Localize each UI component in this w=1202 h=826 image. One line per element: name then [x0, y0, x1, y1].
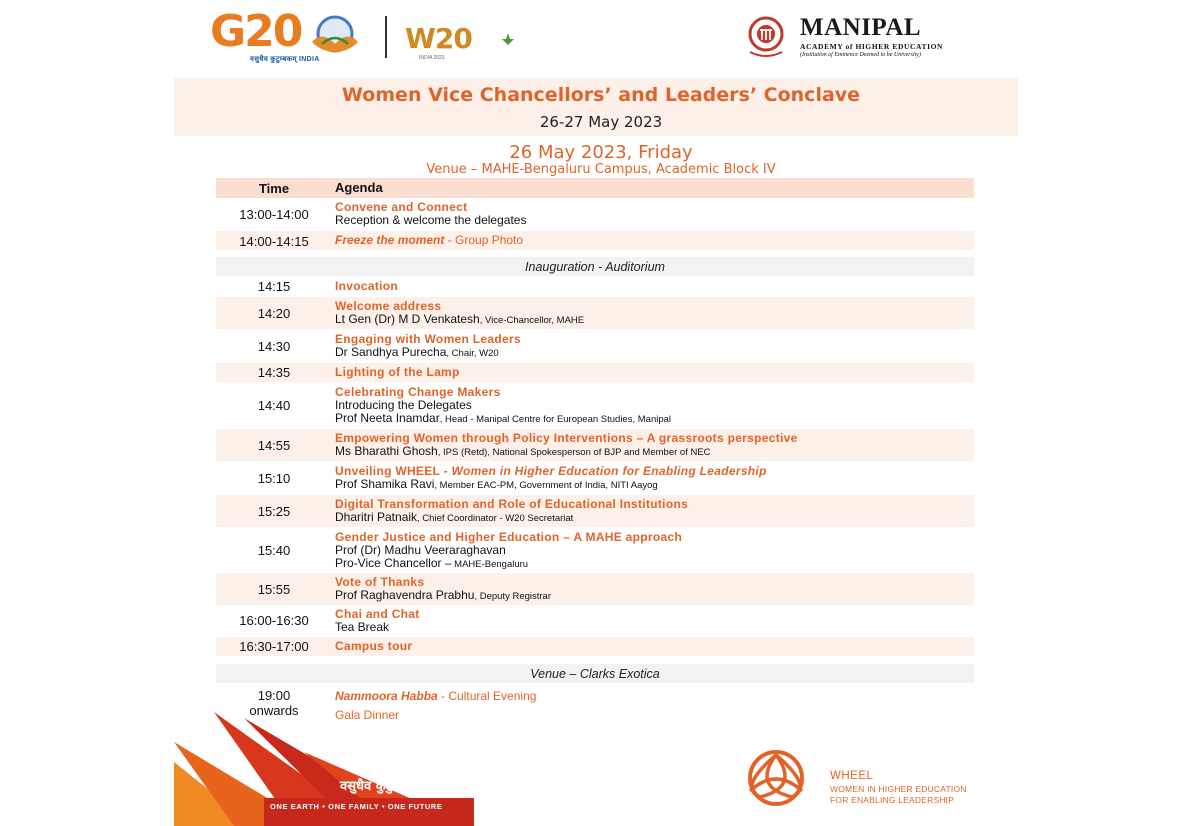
speaker-role: , Chair, W20 — [446, 348, 499, 359]
table-row — [216, 528, 974, 572]
g20-logo — [210, 6, 368, 66]
session-title: Lighting of the Lamp — [335, 365, 460, 379]
speaker-role: , Member EAC-PM, Government of India, NITI Aayog — [434, 480, 658, 491]
w20-tagline: INDIA 2023 — [419, 55, 445, 61]
session-title: Celebrating Change Makers — [335, 385, 501, 399]
session-title: Welcome address — [335, 299, 442, 313]
section-label: Venue – Clarks Exotica — [530, 667, 660, 681]
row-agenda — [335, 640, 970, 653]
speaker-name: Prof (Dr) Madhu Veeraraghavan — [335, 543, 506, 557]
speaker-name: Dharitri Patnaik — [335, 510, 418, 524]
row-agenda — [335, 498, 970, 525]
session-title: Nammoora Habba — [335, 689, 438, 703]
row-agenda — [335, 300, 970, 327]
g20-logo-text: G20 — [210, 6, 302, 57]
w20-leaf-icon — [501, 32, 515, 46]
session-title: Convene and Connect — [335, 200, 468, 214]
logo-divider — [385, 16, 387, 58]
session-detail: - Group Photo — [444, 233, 524, 247]
row-agenda — [335, 531, 970, 571]
wheel-subtitle-line2: FOR ENABLING LEADERSHIP — [830, 795, 955, 805]
row-agenda — [335, 576, 970, 603]
section-row — [216, 664, 974, 683]
w20-logo-text: W20 — [405, 22, 472, 55]
row-time: 15:40 — [257, 543, 291, 558]
table-row — [216, 277, 974, 296]
row-time: 14:30 — [257, 339, 291, 354]
row-agenda — [335, 432, 970, 459]
section-label: Inauguration - Auditorium — [525, 260, 665, 274]
session-title: Engaging with Women Leaders — [335, 332, 521, 346]
table-row — [216, 330, 974, 362]
row-time-suffix: onwards — [249, 703, 299, 718]
row-time-start: 19:00 — [257, 688, 291, 703]
table-row — [216, 363, 974, 382]
table-row — [216, 383, 974, 428]
manipal-logo — [738, 14, 988, 60]
speaker-name: Lt Gen (Dr) M D Venkatesh — [335, 312, 480, 326]
speaker-role: , Deputy Registrar — [474, 591, 551, 602]
row-time: 15:25 — [257, 504, 291, 519]
day-heading: 26 May 2023, Friday — [509, 142, 693, 163]
session-detail: - Cultural Evening — [437, 689, 537, 703]
agenda-column-header: Agenda — [335, 180, 383, 195]
table-row — [216, 495, 974, 527]
w20-logo — [405, 18, 525, 63]
session-title-italic: Women in Higher Education for Enabling Leadership — [451, 464, 767, 478]
session-detail: Gala Dinner — [335, 708, 400, 722]
row-time: 14:55 — [257, 438, 291, 453]
wheel-name: WHEEL — [830, 770, 874, 782]
row-agenda — [335, 366, 970, 379]
wheel-subtitle-line1: WOMEN IN HIGHER EDUCATION — [830, 784, 967, 794]
table-row — [216, 429, 974, 461]
table-row — [216, 573, 974, 605]
row-agenda — [335, 333, 970, 360]
table-row — [216, 297, 974, 329]
row-time: 14:00-14:15 — [239, 234, 309, 249]
manipal-subtitle: ACADEMY of HIGHER EDUCATION — [800, 42, 944, 51]
session-title: Invocation — [335, 279, 399, 293]
session-title: Gender Justice and Higher Education – A MAHE approach — [335, 530, 683, 544]
wheel-knot-icon — [730, 747, 822, 809]
session-title: Vote of Thanks — [335, 575, 425, 589]
row-time: 15:10 — [257, 471, 291, 486]
table-header-row — [216, 178, 974, 198]
venue-line: Venue – MAHE-Bengaluru Campus, Academic Block IV — [426, 162, 776, 177]
session-detail: Introducing the Delegates — [335, 398, 472, 412]
g20-lotus-globe-icon — [302, 14, 368, 58]
speaker-name: Prof Raghavendra Prabhu — [335, 588, 475, 602]
conference-dates: 26-27 May 2023 — [539, 113, 663, 131]
speaker-name: Prof Neeta Inamdar — [335, 411, 440, 425]
row-agenda — [335, 201, 970, 227]
footer-motto: वसुधैव कुटुम्बकम् — [340, 779, 422, 794]
row-time: 13:00-14:00 — [239, 207, 309, 222]
speaker-role: , Chief Coordinator - W20 Secretariat — [417, 513, 574, 524]
speaker-role: , Vice-Chancellor, MAHE — [479, 315, 585, 326]
conference-title: Women Vice Chancellors’ and Leaders’ Conclave — [341, 84, 861, 106]
row-time: 16:00-16:30 — [239, 613, 309, 628]
speaker-role: , Head - Manipal Centre for European Studies, Manipal — [439, 414, 672, 425]
speaker-role: MAHE-Bengaluru — [451, 559, 529, 570]
session-title: Empowering Women through Policy Interventions – A grassroots perspective — [335, 431, 798, 445]
table-row — [216, 199, 974, 230]
speaker-name: Prof Shamika Ravi — [335, 477, 435, 491]
section-row — [216, 257, 974, 276]
row-time: 14:35 — [257, 365, 291, 380]
speaker-title: Pro-Vice Chancellor – — [335, 556, 452, 570]
row-time: 15:55 — [257, 582, 291, 597]
session-title: Campus tour — [335, 639, 413, 653]
time-column-header: Time — [258, 181, 290, 196]
table-row — [216, 231, 974, 250]
row-agenda — [335, 386, 970, 426]
session-title: Unveiling WHEEL - — [335, 464, 452, 478]
manipal-status: (Institution of Eminence Deemed to be University) — [800, 52, 921, 58]
session-title: Chai and Chat — [335, 607, 420, 621]
g20-tagline: वसुधैव कुटुम्बकम् INDIA — [250, 56, 320, 63]
footer-tagline: ONE EARTH • ONE FAMILY • ONE FUTURE — [270, 802, 443, 811]
session-title: Digital Transformation and Role of Educational Institutions — [335, 497, 689, 511]
table-row — [216, 606, 974, 636]
session-detail: Tea Break — [335, 620, 390, 634]
table-row — [216, 637, 974, 656]
row-agenda — [335, 608, 970, 634]
session-detail: Reception & welcome the delegates — [335, 213, 527, 227]
table-row — [216, 462, 974, 494]
row-time: 14:40 — [257, 398, 291, 413]
speaker-name: Dr Sandhya Purecha — [335, 345, 447, 359]
manipal-emblem-icon — [738, 14, 794, 60]
row-time: 14:15 — [257, 279, 291, 294]
row-agenda — [335, 234, 970, 247]
session-title: Freeze the moment — [335, 233, 445, 247]
row-time: 16:30-17:00 — [239, 639, 309, 654]
speaker-role: , IPS (Retd), National Spokesperson of BJP and Member of NEC — [437, 447, 711, 458]
row-time: 14:20 — [257, 306, 291, 321]
speaker-name: Ms Bharathi Ghosh — [335, 444, 438, 458]
row-agenda — [335, 465, 970, 492]
row-agenda — [335, 280, 970, 293]
manipal-name: MANIPAL — [800, 14, 922, 41]
